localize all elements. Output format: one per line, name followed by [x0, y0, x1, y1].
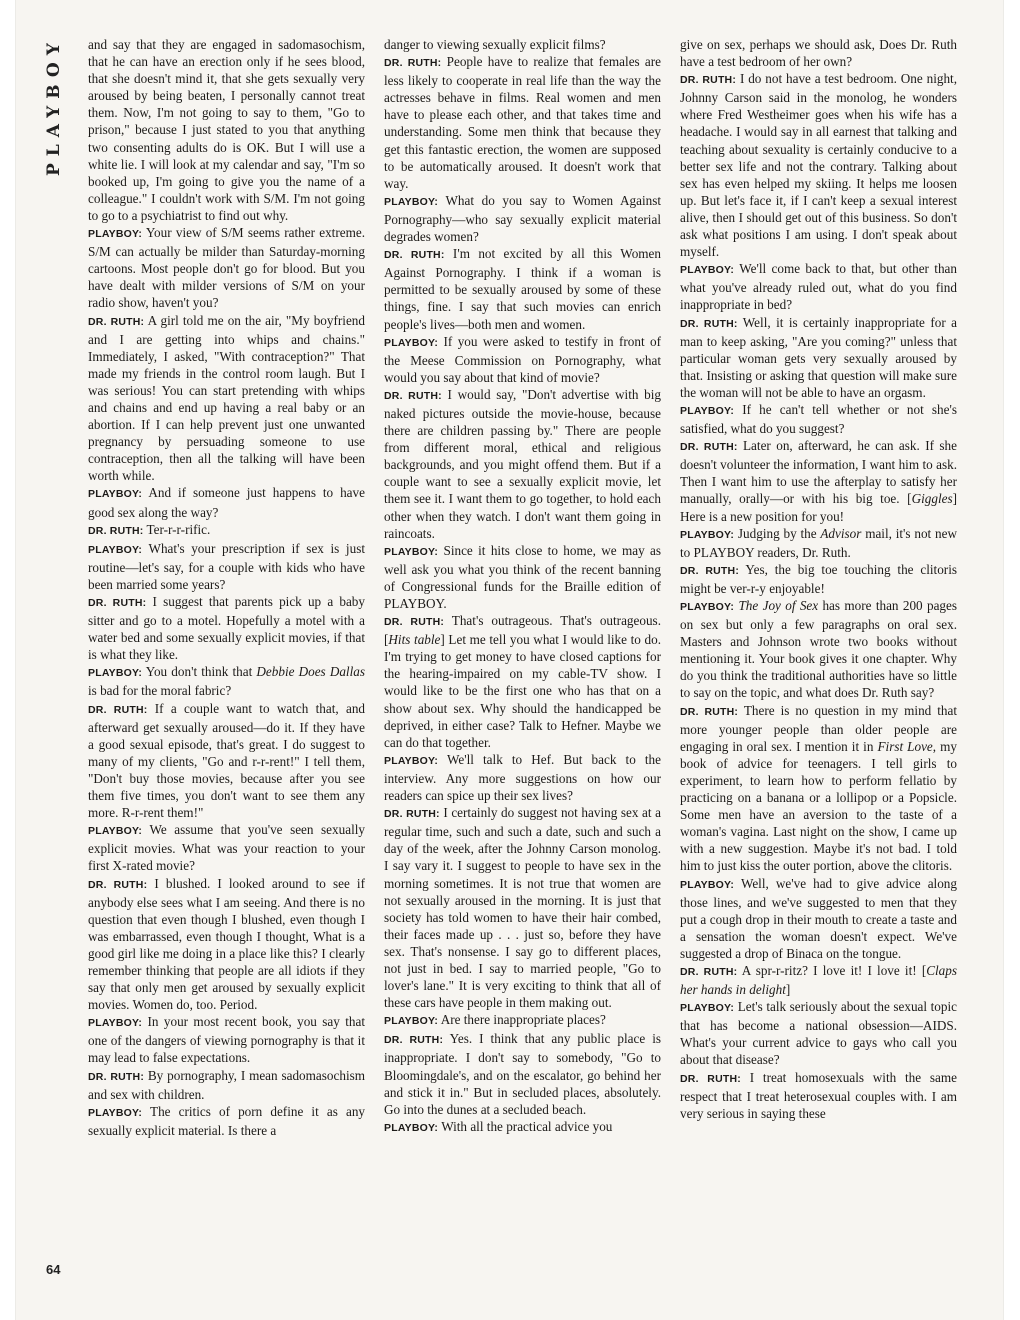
interview-paragraph [88, 224, 365, 311]
speaker-label: PLAYBOY: [680, 528, 735, 541]
speaker-label: PLAYBOY: [88, 667, 143, 680]
paragraph-text: What do you say to Women Against Pornography—who say sexually explicit material degrades women? [384, 192, 662, 245]
interview-paragraph [384, 751, 661, 804]
italic-title: Advisor [820, 525, 862, 541]
paragraph-text: I treat homosexuals with the same respect that I treat heterosexual couples with. I am very serious in saying these [680, 1069, 957, 1121]
speaker-label: PLAYBOY: [384, 545, 439, 558]
paragraph-text: There is no question in my mind that more younger people than older people are engaging in oral sex. I mention it in [680, 702, 957, 754]
speaker-label: DR. RUTH: [88, 315, 145, 328]
paragraph-text: What's your prescription if sex is just routine—let's say, for a couple with kids who have been married some years? [88, 540, 365, 592]
speaker-label: PLAYBOY: [88, 1106, 143, 1119]
speaker-label: DR. RUTH: [680, 441, 738, 454]
paragraph-text-continued: ] Let me tell you what I would like to do. I'm trying to get money to have closed captions for the hearing-impaired on my cable-TV show. I would like to be the first one who has that on a show about sex. Why should the handicapped be deprived, in either case? Talk to Hefner. Maybe we can do that together. [384, 632, 661, 750]
paragraph-text-continued: ] [785, 982, 791, 998]
interview-paragraph [384, 1030, 661, 1117]
speaker-label: DR. RUTH: [384, 1034, 444, 1047]
text-column-1 [88, 36, 365, 1139]
paragraph-text: Are there inappropriate places? [440, 1012, 606, 1028]
paragraph-text: I'm not excited by all this Women Against Pornography. I think if a woman is permitted to be sexually aroused by some of these things, fine. I say that such movies can enrich people's lives—both men and women. [384, 246, 661, 332]
speaker-label: PLAYBOY: [88, 228, 143, 241]
interview-paragraph [384, 542, 661, 612]
interview-paragraph [384, 1118, 661, 1137]
paragraph-text: Let's talk seriously about the sexual topic that has become a national obsession—AIDS. What's your current advice to gays who call you about that disease? [680, 999, 957, 1068]
speaker-label: PLAYBOY: [680, 601, 735, 613]
speaker-label: DR. RUTH: [384, 616, 445, 629]
paragraph-text: danger to viewing sexually explicit films? [384, 37, 606, 52]
paragraph-text: That's outrageous. That's outrageous. [ [384, 613, 661, 648]
interview-paragraph [680, 70, 957, 260]
speaker-label: PLAYBOY: [88, 1017, 143, 1030]
paragraph-text: I blushed. I looked around to see if anybody else sees what I am seeing. And there is no question that even though I blushed, even though I was embarrassed, even though I thought, What is a good girl like me doing in a place like this? I clearly remember thinking that people are all idiots if they say that only men get aroused by sexually explicit movies. Women do, too. Period. [88, 875, 365, 1013]
paragraph-text: Ter-r-r-rific. [146, 521, 211, 537]
paragraph-text: With all the practical advice you [441, 1118, 613, 1134]
interview-paragraph [88, 1103, 365, 1139]
italic-title: Hits table [388, 632, 441, 648]
paragraph-text: If you were asked to testify in front of the Meese Commission on Pornography, what would you say about that kind of movie? [384, 333, 662, 385]
interview-paragraph [680, 525, 957, 561]
interview-paragraph [88, 593, 365, 663]
interview-paragraph [384, 1011, 661, 1030]
italic-title: Claps her hands in delight [680, 962, 957, 998]
paragraph-text: People have to realize that females are less likely to cooperate in real life than the way the actresses behave in films. Real women and men have to please each other, and that takes time and understanding. Some men think that because they get this fantastic erection, the women are supposed to be automatically aroused. It doesn't work that way. [384, 54, 662, 191]
interview-paragraph [680, 1069, 957, 1122]
paragraph-text: Your view of S/M seems rather extreme. S/M can actually be milder than Saturday-morning cartoons. Most people don't go for blood. But you have dealt with milder versions of S/M on your radio show, haven't you? [88, 225, 365, 311]
paragraph-text: Well, we've had to give advice along those lines, and we've suggested to men that they put a cough drop in their mouth to create a taste and a sensation the woman doesn't expect. We've suggested a drop of Binaca on the tongue. [680, 875, 957, 961]
interview-paragraph [680, 314, 957, 401]
interview-paragraph [680, 36, 957, 70]
interview-paragraph [88, 875, 365, 1014]
speaker-label: DR. RUTH: [88, 1070, 145, 1083]
interview-paragraph [88, 521, 365, 540]
speaker-label: PLAYBOY: [88, 543, 143, 556]
interview-paragraph [680, 561, 957, 597]
interview-paragraph [88, 700, 365, 822]
speaker-label: DR. RUTH: [384, 389, 442, 402]
interview-paragraph [384, 245, 661, 332]
paragraph-text: We'll come back to that, but other than what you've already ruled out, what do you find inappropriate in bed? [680, 261, 957, 313]
interview-paragraph [384, 36, 661, 53]
italic-title: First Love [877, 738, 933, 754]
interview-paragraph [88, 821, 365, 874]
speaker-label: DR. RUTH: [680, 74, 737, 87]
speaker-label: DR. RUTH: [680, 705, 739, 718]
paragraph-text: Yes. I think that any public place is inappropriate. I don't say to somebody, "Go to Bloomingdale's, and on the escalator, go behind her and stick it in." But in secluded places, absolutely. Go into the dunes at a secluded beach. [384, 1031, 661, 1117]
paragraph-text: If he can't tell whether or not she's satisfied, what do you suggest? [680, 401, 958, 437]
interview-paragraph [88, 540, 365, 593]
paragraph-text: A girl told me on the air, "My boyfriend and I are getting into whips and chains." Immediately, I asked, "With contraception?" That made my friends in the control room laugh. But I was serious! You can start pretending with whips and chains and end up having a real baby or an abortion. If I can help prevent just one unwanted pregnancy by persuading someone to use contraception, then all the talking will have been worth while. [88, 312, 365, 484]
speaker-label: DR. RUTH: [88, 878, 148, 891]
magazine-side-title: PLAYBOY [44, 36, 64, 176]
speaker-label: DR. RUTH: [88, 524, 144, 537]
paragraph-text: We'll talk to Hef. But back to the interview. Any more suggestions on how our readers can spice up their sex lives? [384, 751, 661, 804]
paragraph-text: The critics of porn define it as any sexually explicit material. Is there a [88, 1103, 366, 1138]
paragraph-text: Yes, the big toe touching the clitoris might be ver-r-y enjoyable! [680, 561, 957, 596]
paragraph-text: By pornography, I mean sadomasochism and sex with children. [88, 1067, 365, 1102]
interview-paragraph [384, 333, 661, 386]
paragraph-text-continued: is bad for the moral fabric? [88, 683, 232, 699]
speaker-label: DR. RUTH: [680, 965, 738, 978]
paragraph-text-continued: , my book of advice for teenagers. I tell girls to experiment, to learn how to perform fellatio by practicing on a banana or a lollipop or a Popsicle. Some men have an aversion to the taste of a woman's vagina. Last night on the show, I came up with a new suggestion. Maybe it's not bad. I told him to just kiss the outer portion, above the clitoris. [680, 738, 957, 874]
speaker-label: PLAYBOY: [680, 878, 735, 891]
italic-title: Giggles [911, 491, 953, 507]
speaker-label: PLAYBOY: [88, 825, 143, 838]
italic-title: Debbie Does Dallas [256, 664, 365, 680]
interview-paragraph [680, 875, 957, 962]
paragraph-text: We assume that you've seen sexually explicit movies. What was your reaction to your first X-rated movie? [88, 822, 365, 874]
interview-paragraph [680, 437, 957, 524]
interview-paragraph [384, 53, 661, 192]
interview-paragraph [384, 386, 661, 542]
interview-paragraph [680, 597, 957, 702]
italic-title: The Joy of Sex [738, 598, 819, 613]
interview-paragraph [384, 192, 661, 245]
interview-paragraph [88, 36, 365, 224]
speaker-label: DR. RUTH: [680, 564, 740, 577]
paragraph-text: And if someone just happens to have good sex along the way? [88, 485, 365, 520]
interview-paragraph [88, 663, 365, 699]
interview-paragraph [680, 401, 957, 437]
paragraph-text: I suggest that parents pick up a baby sitter and go to a motel. Hopefully a motel with a water bed and some sexually explicit movies, if that is what they like. [88, 594, 365, 663]
interview-paragraph [680, 962, 957, 998]
paragraph-text: and say that they are engaged in sadomasochism, that he can have an erection only if he sees blood, that she doesn't mind it, that she gets sexually very aroused by being beaten, I personally cannot treat them. Now, I'm not going to say to them, "Go to prison," because I just stated to you that anything two consenting adults do is OK. But I will use a white lie. I will look at my calendar and say, "I'm so booked up, I'm going to give you the name of a colleague." I couldn't work with S/M. I'm not going to go to a psychiatrist to find out why. [88, 37, 365, 223]
interview-paragraph [88, 1067, 365, 1103]
speaker-label: PLAYBOY: [680, 264, 735, 277]
paragraph-text: I certainly do suggest not having sex at a regular time, such and such a date, such and such a day of the week, after the Johnny Carson monolog. I say vary it. I suggest to people to have sex in the morning sometimes. It is not true that women are not sexually aroused in the morning. It is just that society has told women to have their hair combed, their faces made up . . . just so, before they have sex. That's nonsense. I say go to different places, not just in bed. I say to married people, "Go to lover's lane." It is very exciting to think that all of these cars have people in them making out. [384, 805, 661, 1011]
speaker-label: DR. RUTH: [384, 249, 445, 262]
interview-paragraph [680, 260, 957, 313]
speaker-label: PLAYBOY: [88, 488, 143, 501]
speaker-label: DR. RUTH: [680, 317, 738, 330]
interview-paragraph [88, 1013, 365, 1066]
speaker-label: PLAYBOY: [680, 404, 735, 417]
text-column-2 [384, 36, 661, 1137]
speaker-label: PLAYBOY: [384, 1015, 439, 1028]
speaker-label: PLAYBOY: [384, 336, 439, 349]
interview-paragraph [680, 998, 957, 1068]
paragraph-text-continued: has more than 200 pages on sex but only a few paragraphs on oral sex. Masters and Johnson wrote two books without mentioning it. Your book gives it one chapter. Why do you think the traditional authorities have so little to say on the topic, and what does Dr. Ruth say? [680, 598, 958, 701]
text-column-3 [680, 36, 957, 1122]
paragraph-text: I do not have a test bedroom. One night, Johnny Carson said in the monolog, he wonders where Fred Westheimer goes when his wife has a headache. I would say in all earnest that talking and teaching about sexuality is certainly conducive to a better sex life and not the contrary. Talking about sex has even helped my skiing. It helps me loosen up. But let's face it, if I can't keep a sexual interest alive, then I should get out of this business. So don't ask what positions I am using. I don't speak about myself. [680, 71, 958, 260]
paragraph-text: If a couple want to watch that, and afterward get sexually aroused—do it. If they have a good sexual episode, that's great. I do suggest to many of my clients, "Go and r-r-rent!" I tell them, "Don't buy those movies, because after you see them five times, you don't want to see them any more. R-r-rent them!" [88, 700, 366, 821]
paragraph-text: I would say, "Don't advertise with big naked pictures outside the movie-house, because there are children passing by." There are people from different moral, ethical and religious backgrounds, and you might offend them. But if a couple want to see a sexually explicit movie, let them see it. I want them to go together, to hold each other when they watch. I don't want them going in raincoats. [384, 386, 661, 541]
speaker-label: PLAYBOY: [680, 1002, 735, 1015]
paragraph-text: Well, it is certainly inappropriate for a man to keep asking, "Are you coming?" unless that particular woman gets very sexually aroused by that. Insisting or asking that question will make sure the woman will not be able to have an orgasm. [680, 314, 957, 400]
paragraph-text: You don't think that [145, 664, 257, 680]
speaker-label: DR. RUTH: [680, 1072, 741, 1085]
interview-paragraph [680, 702, 957, 875]
paragraph-text: In your most recent book, you say that one of the dangers of viewing pornography is that it may lead to false expectations. [88, 1014, 366, 1066]
speaker-label: DR. RUTH: [384, 808, 440, 821]
interview-paragraph [384, 612, 661, 751]
interview-paragraph [88, 312, 365, 485]
interview-paragraph [88, 484, 365, 520]
speaker-label: PLAYBOY: [384, 195, 439, 208]
speaker-label: PLAYBOY: [384, 754, 439, 767]
paragraph-text: A spr-r-ritz? I love it! I love it! [ [741, 962, 927, 978]
page-number: 64 [46, 1262, 61, 1277]
paragraph-text: Later on, afterward, he can ask. If she doesn't volunteer the information, I want him to ask. Then I want him to use the afterplay to satisfy her manually, orally—or with his big toe. [ [680, 438, 957, 507]
speaker-label: DR. RUTH: [384, 57, 442, 70]
paragraph-text-continued: mail, it's not new to PLAYBOY readers, Dr. Ruth. [680, 525, 957, 560]
paragraph-text: Judging by the [737, 525, 821, 541]
speaker-label: DR. RUTH: [88, 597, 147, 609]
speaker-label: DR. RUTH: [88, 703, 148, 716]
paragraph-text: give on sex, perhaps we should ask, Does Dr. Ruth have a test bedroom of her own? [680, 37, 957, 70]
interview-paragraph [384, 804, 661, 1011]
paragraph-text: Since it hits close to home, we may as well ask you what you think of the recent banning of Congressional funds for the Braille edition of PLAYBOY. [384, 542, 661, 611]
paragraph-text-continued: ] Here is a new position for you! [680, 491, 957, 524]
speaker-label: PLAYBOY: [384, 1121, 439, 1134]
